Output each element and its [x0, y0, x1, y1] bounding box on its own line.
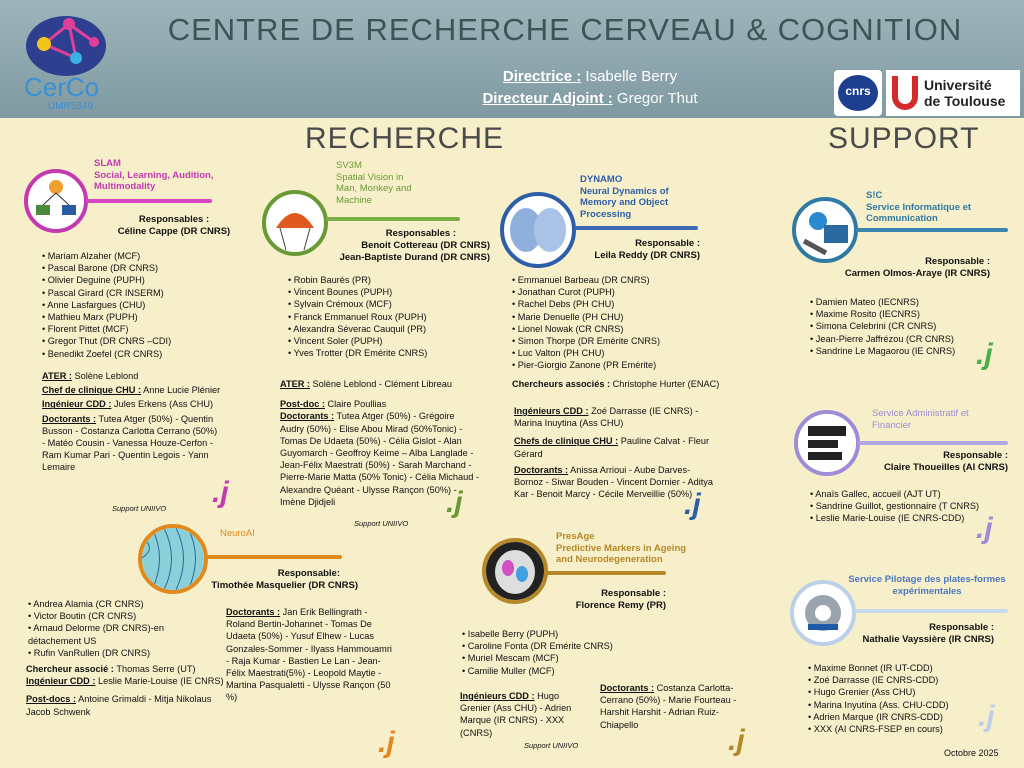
member: • Jean-Pierre Jaffrézou (CR CNRS) — [810, 333, 990, 345]
saf-title-line: Financier — [872, 419, 912, 431]
dynamo-title-line: DYNAMO — [580, 174, 623, 185]
member: • Rachel Debs (PH CHU) — [512, 298, 712, 310]
sv3m-responsables — [320, 228, 490, 264]
deputy-label: Directeur Adjoint : — [482, 90, 613, 107]
presage-title — [556, 531, 686, 566]
member: • Vincent Bounes (PUPH) — [288, 286, 488, 298]
ut-line2: de Toulouse — [924, 93, 1006, 109]
research-heading: RECHERCHE — [305, 122, 505, 155]
presage-title-line: PresAge — [556, 531, 595, 542]
neuroai-extra — [26, 663, 226, 718]
dynamo-title-line: Neural Dynamics of — [580, 185, 669, 197]
resp-label: Responsable : — [635, 238, 700, 249]
resp-name: Florence Remy (PR) — [575, 600, 666, 611]
dynamo-title-line: Processing — [580, 208, 632, 220]
resp-name: Carmen Olmos-Araye (IR CNRS) — [844, 268, 990, 279]
slam-members — [42, 250, 232, 360]
slam-title-line: Social, Learning, Audition, — [94, 169, 214, 181]
doc-value: Tutea Atger (50%) - Quentin Busson - Costanza Carlotta Cerrano (50%) - Matéo Cousin - Vanessa Houze-Cerfon - Ram Kumar Pari - Quentin Legois - Yann Lemaire — [42, 413, 218, 473]
dynamo-members — [512, 274, 712, 372]
resp-label: Responsable : — [929, 622, 994, 633]
member: • Mariam Alzaher (MCF) — [42, 250, 232, 262]
sic-title — [866, 190, 971, 225]
ing-label: Ingénieur CDD : — [42, 399, 112, 410]
chef-value: Pauline Calvat - Fleur Gérard — [514, 436, 710, 459]
ing-label: Ingénieur CDD : — [26, 676, 96, 687]
saf-responsable — [850, 450, 1008, 474]
resp-label: Responsables : — [138, 214, 210, 225]
member: • Hugo Grenier (Ass CHU) — [808, 686, 988, 698]
dynamo-assoc — [512, 378, 732, 390]
resp-label: Responsable : — [943, 450, 1008, 461]
resp-label: Responsables : — [385, 228, 456, 239]
member: • Benedikt Zoefel (CR CNRS) — [42, 348, 232, 360]
director-label: Directrice : — [502, 68, 582, 85]
member: • Sandrine Guillot, gestionnaire (T CNRS) — [810, 500, 1010, 512]
member: • Damien Mateo (IECNRS) — [810, 296, 990, 308]
member: • Jonathan Curot (PUPH) — [512, 286, 712, 298]
resp-name: Timothée Masquelier (DR CNRS) — [211, 580, 358, 591]
member: • Luc Valton (PH CHU) — [512, 347, 712, 359]
resp-name: Céline Cappe (DR CNRS) — [117, 226, 231, 237]
ing-value: Zoé Darrasse (IE CNRS) - Marina Inuytina (Ass CHU) — [514, 406, 699, 429]
ing-value: Jules Erkens (Ass CHU) — [113, 399, 214, 410]
sic-bar — [856, 228, 1008, 232]
dynamo-extra — [514, 405, 714, 500]
member: • Simona Celebrini (CR CNRS) — [810, 320, 990, 332]
sic-title-line: Service Informatique et — [866, 201, 972, 213]
member: • XXX (AI CNRS-FSEP en cours) — [808, 723, 988, 735]
saf-bar — [858, 441, 1008, 445]
member: • Emmanuel Barbeau (DR CNRS) — [512, 274, 712, 286]
sv3m-mark: .j — [446, 486, 463, 519]
dynamo-bar — [574, 226, 698, 230]
member: • Rufin VanRullen (DR CNRS) — [28, 647, 216, 659]
neuroai-members — [28, 598, 216, 659]
sv3m-title-line: SV3M — [336, 160, 362, 171]
sic-title-line: Communication — [866, 213, 938, 224]
member: • Maxime Rosito (IECNRS) — [810, 308, 990, 320]
sic-title-line: S!C — [866, 190, 883, 201]
slam-icon — [24, 169, 88, 233]
sv3m-icon — [262, 190, 328, 256]
member: • Sylvain Crémoux (MCF) — [288, 298, 488, 310]
member: • Olivier Deguine (PUPH) — [42, 274, 232, 286]
spp-bar — [854, 609, 1008, 613]
member: • Muriel Mescam (MCF) — [462, 652, 642, 664]
member: • Arnaud Delorme (DR CNRS)-en détachement US — [28, 622, 216, 646]
saf-mark: .j — [976, 512, 993, 545]
member: • Yves Trotter (DR Emérite CNRS) — [288, 347, 488, 359]
member: • Anaïs Gallec, accueil (AJT UT) — [810, 488, 1010, 500]
support-heading: SUPPORT — [828, 122, 980, 155]
dynamo-title-line: Memory and Object — [580, 197, 669, 208]
member: • Camilie Muller (MCF) — [462, 665, 642, 677]
presage-support: Support UNIIVO — [524, 741, 579, 750]
doc-value: Anissa Arrioui - Aube Darves-Bornoz - Siwar Bouden - Vincent Dornier - Aditya Kar - Benoit Marcy - Cécile Merveillie (50%) — [514, 464, 713, 500]
slam-title — [94, 158, 213, 193]
member: • Maxime Bonnet (IR UT-CDD) — [808, 662, 988, 674]
member: • Victor Boutin (CR CNRS) — [28, 610, 216, 622]
slam-extra — [42, 370, 222, 474]
spp-title-line: expérimentales — [892, 585, 962, 597]
member: • Marie Denuelle (PH CHU) — [512, 311, 712, 323]
page-title: CENTRE DE RECHERCHE CERVEAU & COGNITION — [167, 12, 963, 47]
sv3m-title-line: Man, Monkey and — [336, 183, 412, 194]
ing-value: Hugo Grenier (Ass CHU) - Adrien Marque (IR CNRS) - XXX (CNRS) — [460, 691, 572, 738]
ut-line1: Université — [924, 77, 992, 93]
ing-label: Ingénieurs CDD : — [460, 691, 535, 701]
member: • Simon Thorpe (DR Emérite CNRS) — [512, 335, 712, 347]
chef-label: Chefs de clinique CHU : — [514, 436, 619, 447]
ater-label: ATER : — [280, 379, 310, 389]
sv3m-support: Support UNIIVO — [354, 519, 409, 528]
member: • Caroline Fonta (DR Emérite CNRS) — [462, 640, 642, 652]
sv3m-members — [288, 274, 488, 359]
sv3m-bar — [326, 217, 460, 221]
member: • Robin Baurès (PR) — [288, 274, 488, 286]
resp-label: Responsable: — [277, 568, 340, 579]
direction-block — [300, 66, 880, 110]
logo-sub: UMR5549 — [48, 101, 94, 112]
postdoc-label: Post-docs : — [26, 694, 77, 705]
sic-mark: .j — [976, 338, 993, 371]
slam-bar — [86, 199, 212, 203]
spp-members — [808, 662, 988, 735]
sic-responsable — [838, 256, 990, 280]
ut-logo — [886, 70, 1020, 116]
assoc-value: Thomas Serre (UT) — [116, 664, 196, 674]
ing-value: Leslie Marie-Louise (IE CNRS) — [97, 676, 224, 687]
spp-title-line: Service Pilotage des plates-formes — [848, 574, 1006, 585]
presage-title-line: and Neurodegeneration — [556, 554, 663, 565]
member: • Andrea Alamia (CR CNRS) — [28, 598, 216, 610]
member: • Alexandra Séverac Cauquil (PR) — [288, 323, 488, 335]
resp-name: Claire Thoueilles (AI CNRS) — [883, 462, 1008, 473]
member: • Adrien Marque (IR CNRS-CDD) — [808, 711, 988, 723]
ater-value: Solène Leblond - Clément Libreau — [312, 379, 452, 389]
cnrs-logo — [834, 70, 882, 116]
spp-mark: .j — [978, 700, 995, 733]
member: • Sandrine Le Magaorou (IE CNRS) — [810, 345, 990, 357]
director-name: Isabelle Berry — [585, 68, 678, 85]
neuroai-doc — [226, 606, 396, 704]
chef-label: Chef de clinique CHU : — [42, 385, 142, 396]
slam-title-line: SLAM — [94, 158, 121, 169]
saf-title-line: Service Administratif et — [872, 408, 969, 419]
dynamo-responsable — [580, 238, 700, 262]
presage-title-line: Predictive Markers in Ageing — [556, 542, 687, 554]
doc-label: Doctorants : — [42, 413, 97, 424]
slam-mark: .j — [212, 476, 229, 509]
member: • Leslie Marie-Louise (IE CNRS-CDD) — [810, 512, 1010, 524]
ing-label: Ingénieurs CDD : — [514, 406, 589, 416]
resp-name: Nathalie Vayssière (IR CNRS) — [862, 634, 994, 645]
doc-label: Doctorants : — [514, 464, 569, 475]
member: • Isabelle Berry (PUPH) — [462, 628, 642, 640]
member: • Marina Inyutina (Ass. CHU-CDD) — [808, 699, 988, 711]
sv3m-title — [336, 160, 412, 206]
dynamo-mark: .j — [684, 488, 701, 521]
neuroai-icon — [138, 524, 208, 594]
presage-ing — [460, 690, 590, 739]
assoc-label: Chercheur associé : — [26, 664, 114, 674]
sv3m-title-line: Spatial Vision in — [336, 171, 404, 183]
neuroai-responsable — [200, 568, 358, 592]
spp-title — [842, 574, 1012, 597]
slam-responsables — [108, 214, 240, 238]
resp-name: Benoit Cottereau (DR CNRS) — [361, 240, 490, 251]
doc-value: Jan Erik Bellingrath - Roland Bertin-Johannet - Tomas De Udaeta (50%) - Yusuf Elhew - Lucas Gonzales-Sommer - Ilyass Hammouamri - Raja Kumar - Bastien Le Lan - Jean-Félix Maestrati(5%) - Leopold Maytie - Martina Pasqualetti - Ulysse Rançon (50 %) — [226, 607, 392, 703]
doc-label: Doctorants : — [226, 607, 281, 617]
postdoc-value: Claire Poullias — [327, 399, 387, 410]
doc-value: Tutea Atger (50%) - Grégoire Audry (50%) - Elise Abou Mirad (50%Tonic) - Tomas De Udaeta (50%) - Célia Gislot - Alan Guyomarch - Geoffroy Keime – Alba Langlade - Jean-Félix Maestrati (50%) - Sarah Marchand - Pierre-Marie Matta (50% Tonic) - Célia Michaud - Alexandre Quéant - Ulysse Rançon (50%) - Imène Djidjeli — [280, 411, 479, 507]
member: • Franck Emmanuel Roux (PUPH) — [288, 311, 488, 323]
cnrs-text: cnrs — [845, 84, 871, 98]
resp-name: Leila Reddy (DR CNRS) — [594, 250, 700, 261]
deputy-name: Gregor Thut — [616, 90, 698, 107]
neuroai-bar — [206, 555, 342, 559]
cerco-logo — [14, 6, 124, 114]
ater-value: Solène Leblond — [74, 371, 139, 381]
presage-icon — [482, 538, 548, 604]
doc-label: Doctorants : — [280, 411, 335, 422]
resp-name: Jean-Baptiste Durand (DR CNRS) — [339, 252, 490, 263]
sv3m-title-line: Machine — [336, 194, 372, 206]
presage-members — [462, 628, 642, 677]
doc-label: Doctorants : — [600, 683, 655, 693]
sic-members — [810, 296, 990, 357]
assoc-value: Christophe Hurter (ENAC) — [612, 379, 720, 389]
presage-responsable — [560, 588, 666, 612]
member: • Lionel Nowak (CR CNRS) — [512, 323, 712, 335]
member: • Pascal Barone (DR CNRS) — [42, 262, 232, 274]
postdoc-label: Post-doc : — [280, 399, 325, 410]
ater-label: ATER : — [42, 371, 72, 381]
member: • Mathieu Marx (PUPH) — [42, 311, 232, 323]
neuroai-mark: .j — [378, 726, 395, 759]
postdoc-value: Antoine Grimaldi - Mitja Nikolaus Jacob Schwenk — [26, 694, 212, 717]
logo-text: CerCo — [24, 72, 100, 102]
saf-title — [872, 408, 969, 431]
resp-label: Responsable : — [925, 256, 990, 267]
member: • Florent Pittet (MCF) — [42, 323, 232, 335]
member: • Zoé Darrasse (IE CNRS-CDD) — [808, 674, 988, 686]
date-footer: Octobre 2025 — [944, 748, 999, 758]
dynamo-icon — [500, 192, 576, 268]
slam-support: Support UNIIVO — [112, 504, 167, 513]
spp-responsable — [842, 622, 994, 646]
presage-doc — [600, 682, 742, 731]
assoc-label: Chercheurs associés : — [512, 379, 611, 389]
member: • Gregor Thut (DR CNRS –CDI) — [42, 335, 232, 347]
member: • Anne Lasfargues (CHU) — [42, 299, 232, 311]
sic-icon — [792, 197, 858, 263]
slam-title-line: Multimodality — [94, 181, 156, 192]
member: • Pascal Girard (CR INSERM) — [42, 287, 232, 299]
dynamo-title — [580, 174, 669, 220]
neuroai-title: NeuroAI — [220, 528, 255, 539]
chef-value: Anne Lucie Plénier — [143, 385, 221, 396]
presage-mark: .j — [728, 724, 745, 757]
resp-label: Responsable : — [601, 588, 666, 599]
member: • Pier-Giorgio Zanone (PR Emérite) — [512, 359, 712, 371]
member: • Vincent Soler (PUPH) — [288, 335, 488, 347]
presage-bar — [546, 571, 666, 575]
doc-value: Costanza Carlotta-Cerrano (50%) - Marie Fourteau - Harshit Harshit - Adrian Ruiz-Chiapello — [600, 683, 737, 730]
